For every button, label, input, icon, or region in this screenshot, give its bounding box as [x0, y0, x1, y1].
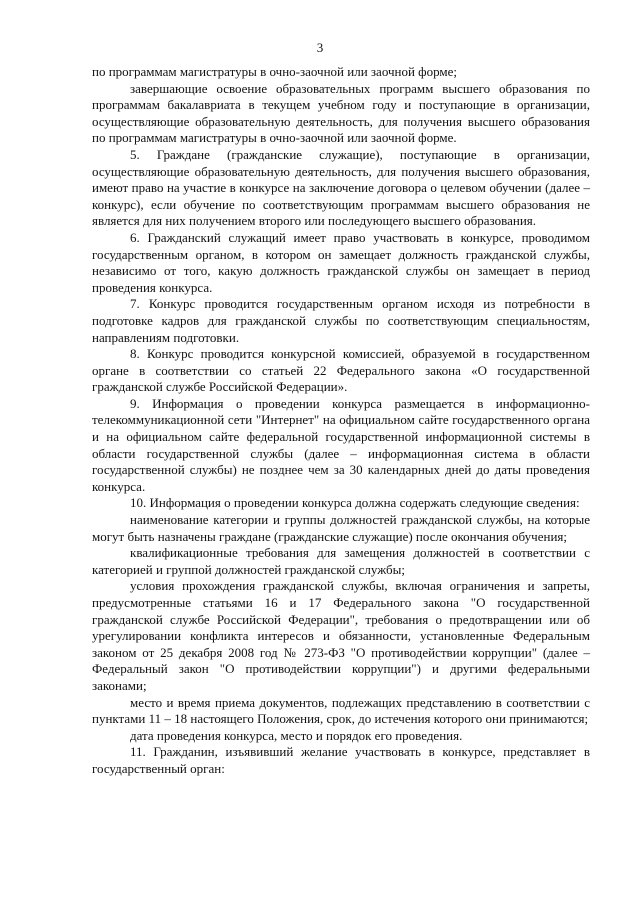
- paragraph: завершающие освоение образовательных программ высшего образования по программам бакалавриата в текущем учебном году и поступающие в организации, осуществляющие образовательную деятельность, для получения высшего образования по программам магистратуры в очно-заочной или заочной форме.: [92, 80, 590, 146]
- page-number: 3: [316, 40, 324, 55]
- paragraph: условия прохождения гражданской службы, включая ограничения и запреты, предусмотренные статьями 16 и 17 Федерального закона "О государственной гражданской службе Российской Федерации", требования о предотвращении или об урегулировании конфликта интересов и обязанности, установленные Федеральным законом от 25 декабря 2008 год № 273-ФЗ "О противодействии коррупции" (далее – Федеральный закон "О противодействии коррупции") и другими федеральными законами;: [92, 578, 590, 693]
- paragraph: 11. Гражданин, изъявивший желание участвовать в конкурсе, представляет в государственный орган:: [92, 744, 590, 776]
- paragraph: дата проведения конкурса, место и порядок его проведения.: [130, 727, 463, 743]
- paragraph: квалификационные требования для замещения должностей в соответствии с категорией и группой должностей гражданской службы;: [92, 545, 590, 577]
- paragraph: наименование категории и группы должностей гражданской службы, на которые могут быть назначены граждане (гражданские служащие) после окончания обучения;: [92, 512, 590, 544]
- paragraph: 10. Информация о проведении конкурса должна содержать следующие сведения:: [130, 495, 580, 511]
- paragraph: по программам магистратуры в очно-заочной или заочной форме;: [92, 64, 458, 79]
- paragraph: 8. Конкурс проводится конкурсной комиссией, образуемой в государственном органе в соответствии со статьей 22 Федерального закона «О государственной гражданской службе Российской Федерации».: [92, 346, 590, 395]
- document-body: [92, 64, 590, 778]
- paragraph: 5. Граждане (гражданские служащие), поступающие в организации, осуществляющие образовательную деятельность, для получения высшего образования, имеют право на участие в конкурсе на заключение договора о целевом обучении (далее – конкурс), если обучение по соответствующим программам высшего образования не является для них получением второго или последующего высшего образования.: [92, 146, 590, 229]
- paragraph: 6. Гражданский служащий имеет право участвовать в конкурсе, проводимом государственным органом, в котором он замещает должность гражданской службы, независимо от того, какую должность гражданской службы он замещает в период проведения конкурса.: [92, 229, 590, 295]
- paragraph: 7. Конкурс проводится государственным органом исходя из потребности в подготовке кадров для гражданской службы по соответствующим специальностям, направлениям подготовки.: [92, 296, 590, 345]
- paragraph: место и время приема документов, подлежащих представлению в соответствии с пунктами 11 – 18 настоящего Положения, срок, до истечения которого они принимаются;: [92, 694, 590, 727]
- paragraph: 9. Информация о проведении конкурса размещается в информационно-телекоммуникационной сети "Интернет" на официальном сайте государственного органа и на официальном сайте федеральной государственной информационной системы в области государственной службы (далее – информационная система в области государственной службы) не позднее чем за 30 календарных дней до даты проведения конкурса.: [92, 395, 590, 494]
